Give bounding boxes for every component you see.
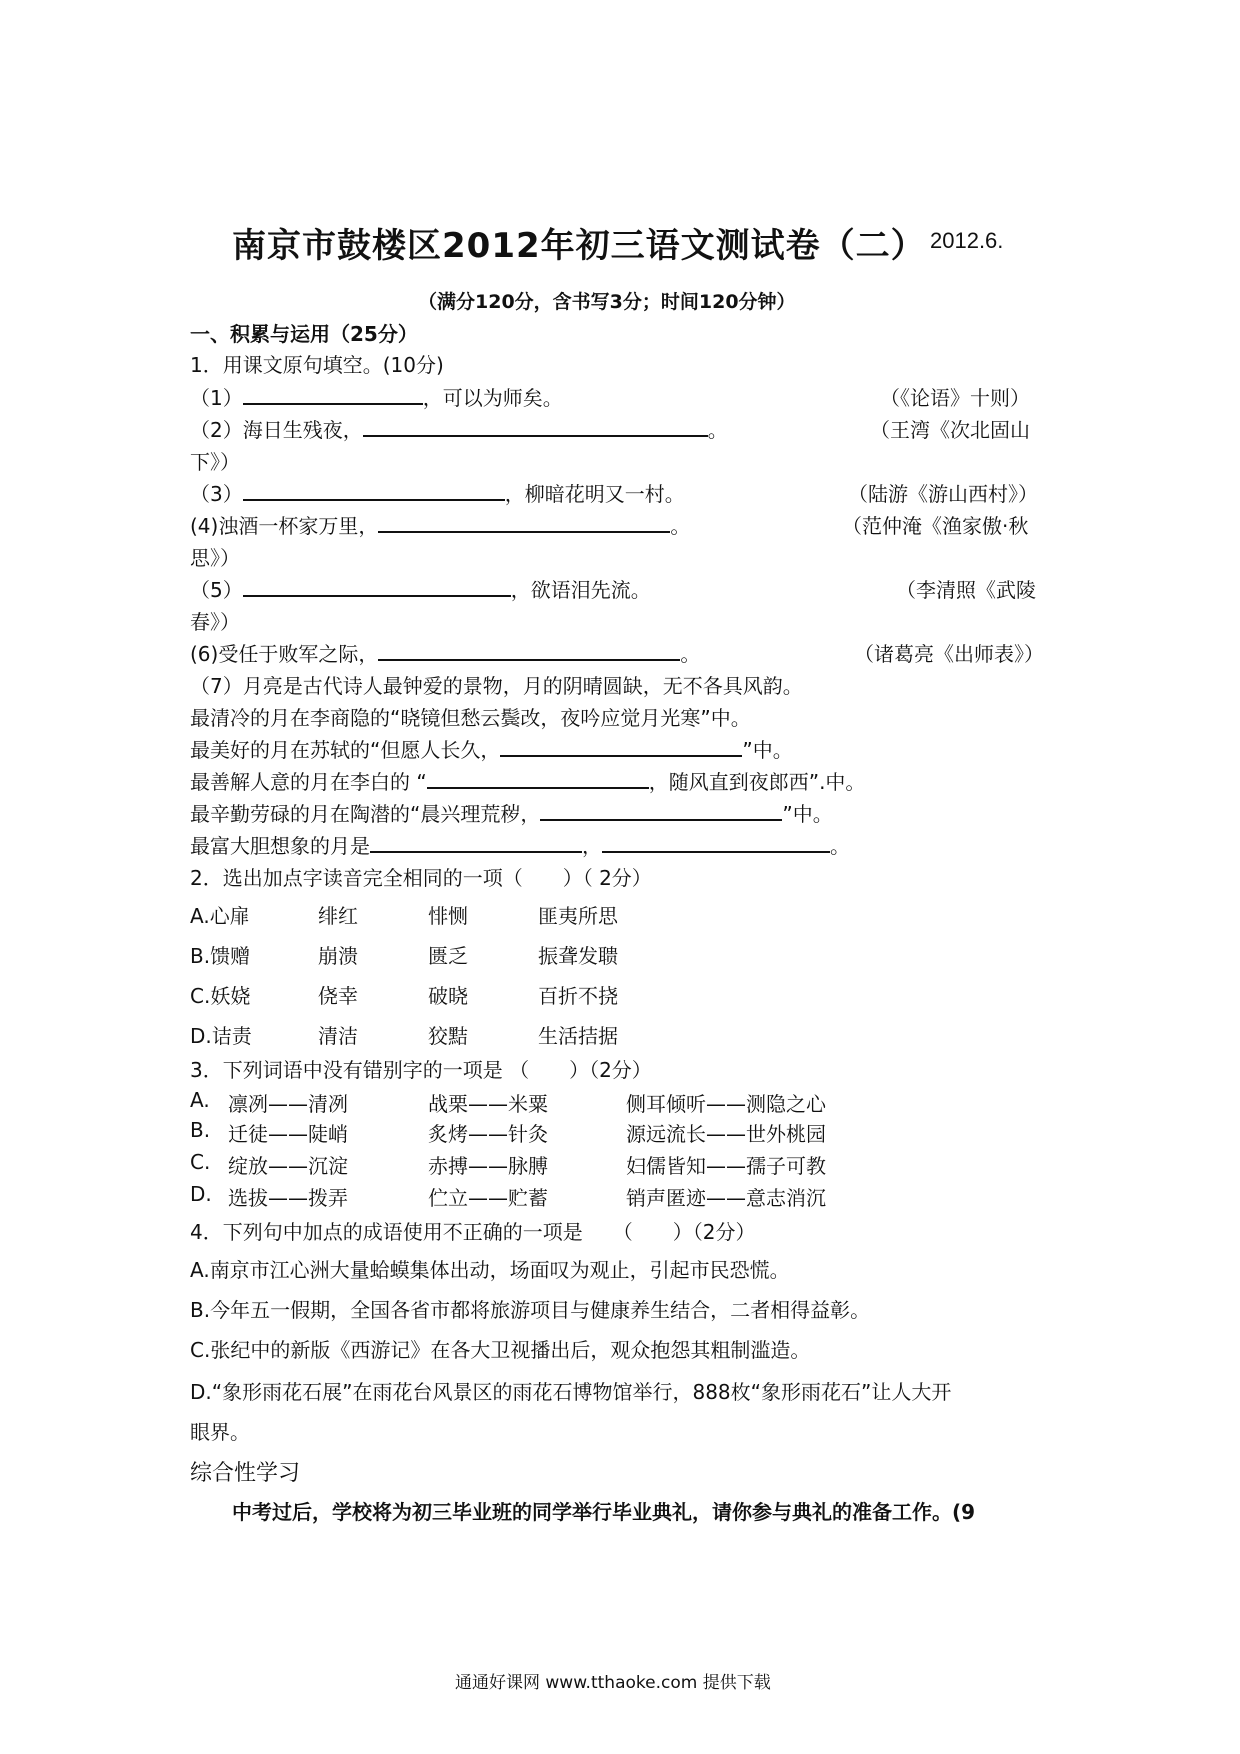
q2-option-cell: 狡黠: [428, 1024, 468, 1048]
q1-item-3-num: （3）: [190, 482, 243, 506]
q3-option-cell: 选拔——拨弄: [228, 1186, 348, 1210]
answer-blank[interactable]: [378, 639, 680, 661]
q1-item-2-source-wrap: 下》）: [190, 450, 240, 474]
exam-title: 南京市鼓楼区2012年初三语文测试卷（二）: [232, 226, 926, 266]
answer-blank[interactable]: [602, 831, 830, 853]
q1-item-5-source: （李清照《武陵: [896, 578, 1036, 602]
answer-blank[interactable]: [243, 479, 505, 501]
q1-item-2-source: （王湾《次北固山: [870, 418, 1030, 442]
q3-option-cell: 侧耳倾听——测隐之心: [626, 1092, 826, 1116]
q1-item-7-line-2-text: 最美好的月在苏轼的“但愿人长久，: [190, 738, 501, 762]
exam-date: 2012.6.: [930, 228, 1004, 253]
q2-option-cell: 百折不挠: [538, 984, 618, 1008]
q1-item-7-line-4-end: ”中。: [782, 802, 833, 826]
q1-item-4: [190, 510, 690, 539]
q1-item-1: [190, 382, 563, 411]
q3-option-cell: 销声匿迹——意志消沉: [626, 1186, 826, 1210]
q1-item-3-text: ，柳暗花明又一村。: [504, 482, 685, 506]
q3-option-cell: 炙烤——针灸: [428, 1122, 548, 1146]
q3-option-cell: 源远流长——世外桃园: [626, 1122, 826, 1146]
question-4-option-d-wrap: 眼界。: [190, 1420, 250, 1444]
q1-item-6-text: (6)受任于败军之际，: [190, 642, 379, 666]
q3-option-cell[interactable]: A.: [190, 1088, 210, 1112]
question-2-stem: 2．选出加点字读音完全相同的一项（ ）（ 2分）: [190, 866, 652, 890]
q1-item-4-text: (4)浊酒一杯家万里，: [190, 514, 379, 538]
q3-option-cell: 妇儒皆知——孺子可教: [626, 1154, 826, 1178]
q3-option-cell[interactable]: B.: [190, 1118, 211, 1142]
q1-item-3: [190, 478, 685, 507]
q2-option-cell: 悱恻: [428, 904, 468, 928]
q1-item-1-num: （1）: [190, 386, 243, 410]
question-4-option-c: C.张纪中的新版《西游记》在各大卫视播出后，观众抱怨其粗制滥造。: [190, 1338, 811, 1362]
q1-item-7-line-2: [190, 734, 793, 763]
q1-item-7-intro: （7）月亮是古代诗人最钟爱的景物，月的阴晴圆缺，无不各具风韵。: [190, 674, 803, 698]
q1-item-5-source-wrap: 春》）: [190, 610, 240, 634]
question-4-stem: 4．下列句中加点的成语使用不正确的一项是 （ ）（2分）: [190, 1220, 756, 1244]
q1-item-7-line-5-text: 最富大胆想象的月是: [190, 834, 370, 858]
page-footer: 通通好课网 www.tthaoke.com 提供下载: [455, 1673, 771, 1693]
q1-item-7-line-4: [190, 798, 833, 827]
q3-option-cell: 战栗——米粟: [428, 1092, 548, 1116]
q1-item-2-end: 。: [707, 418, 728, 442]
q1-item-1-source: （《论语》十则）: [880, 386, 1030, 410]
answer-blank[interactable]: [370, 831, 582, 853]
q2-option-cell: 破晓: [428, 984, 468, 1008]
question-4-option-b: B.今年五一假期，全国各省市都将旅游项目与健康养生结合，二者相得益彰。: [190, 1298, 871, 1322]
q3-option-cell: 赤搏——脉膊: [428, 1154, 548, 1178]
q3-option-cell: 凛冽——清冽: [228, 1092, 348, 1116]
q2-option-cell: 崩溃: [318, 944, 358, 968]
q1-item-6-end: 。: [680, 642, 701, 666]
answer-blank[interactable]: [427, 767, 649, 789]
q1-item-3-source: （陆游《游山西村》）: [848, 482, 1038, 506]
q2-option-cell: 绯红: [318, 904, 358, 928]
q1-item-5: [190, 574, 651, 603]
q2-option-cell: 生活拮据: [538, 1024, 618, 1048]
q1-item-7-line-4-text: 最辛勤劳碌的月在陶潜的“晨兴理荒秽，: [190, 802, 541, 826]
q1-item-6: [190, 638, 700, 667]
q1-item-7-line-5-comma: ，: [582, 834, 602, 858]
comprehensive-heading: 综合性学习: [190, 1461, 301, 1486]
q1-item-4-source: （范仲淹《渔家傲·秋: [842, 514, 1029, 538]
answer-blank[interactable]: [243, 575, 511, 597]
q2-option-cell: 清洁: [318, 1024, 358, 1048]
q1-item-7-line-1: 最清冷的月在李商隐的“晓镜但愁云鬓改，夜吟应觉月光寒”中。: [190, 706, 751, 730]
q1-item-5-num: （5）: [190, 578, 243, 602]
q1-item-7-line-2-end: ”中。: [742, 738, 793, 762]
question-1-stem: 1．用课文原句填空。(10分): [190, 353, 444, 377]
q3-option-cell[interactable]: C.: [190, 1150, 211, 1174]
q2-option-cell[interactable]: A.心扉: [190, 904, 250, 928]
q1-item-7-line-3-end: ，随风直到夜郎西”.中。: [648, 770, 866, 794]
q3-option-cell[interactable]: D.: [190, 1182, 212, 1206]
q3-option-cell: 绽放——沉淀: [228, 1154, 348, 1178]
q1-item-4-end: 。: [670, 514, 691, 538]
q1-item-7-line-3: [190, 766, 865, 795]
exam-subtitle: （满分120分，含书写3分；时间120分钟）: [418, 291, 796, 313]
q2-option-cell: 匪夷所思: [538, 904, 618, 928]
q1-item-6-source: （诸葛亮《出师表》）: [854, 642, 1044, 666]
q2-option-cell[interactable]: D.诘责: [190, 1024, 252, 1048]
answer-blank[interactable]: [378, 511, 670, 533]
answer-blank[interactable]: [243, 383, 423, 405]
section-heading: 一、积累与运用（25分）: [190, 322, 418, 346]
q2-option-cell: 匮乏: [428, 944, 468, 968]
q2-option-cell[interactable]: B.馈赠: [190, 944, 251, 968]
answer-blank[interactable]: [540, 799, 782, 821]
q3-option-cell: 伫立——贮蓄: [428, 1186, 548, 1210]
q1-item-4-source-wrap: 思》）: [190, 546, 240, 570]
question-3-stem: 3．下列词语中没有错别字的一项是 （ ）（2分）: [190, 1058, 652, 1082]
q1-item-2: [190, 414, 728, 443]
q1-item-7-line-5: [190, 830, 850, 859]
q1-item-7-line-5-end: 。: [830, 834, 850, 858]
comprehensive-intro: 中考过后，学校将为初三毕业班的同学举行毕业典礼，请你参与典礼的准备工作。(9: [232, 1500, 976, 1524]
q2-option-cell[interactable]: C.妖娆: [190, 984, 251, 1008]
answer-blank[interactable]: [500, 735, 742, 757]
q3-option-cell: 迁徒——陡峭: [228, 1122, 348, 1146]
answer-blank[interactable]: [363, 415, 708, 437]
q1-item-7-line-3-text: 最善解人意的月在李白的 “: [190, 770, 427, 794]
q1-item-1-text: ，可以为师矣。: [422, 386, 563, 410]
q1-item-2-text: （2）海日生残夜，: [190, 418, 363, 442]
q2-option-cell: 振聋发聩: [538, 944, 618, 968]
q2-option-cell: 侥幸: [318, 984, 358, 1008]
q1-item-5-text: ，欲语泪先流。: [510, 578, 651, 602]
question-4-option-a: A.南京市江心洲大量蛤蟆集体出动，场面叹为观止，引起市民恐慌。: [190, 1258, 790, 1282]
question-4-option-d: D.“象形雨花石展”在雨花台风景区的雨花石博物馆举行，888枚“象形雨花石”让人大开: [190, 1380, 952, 1404]
